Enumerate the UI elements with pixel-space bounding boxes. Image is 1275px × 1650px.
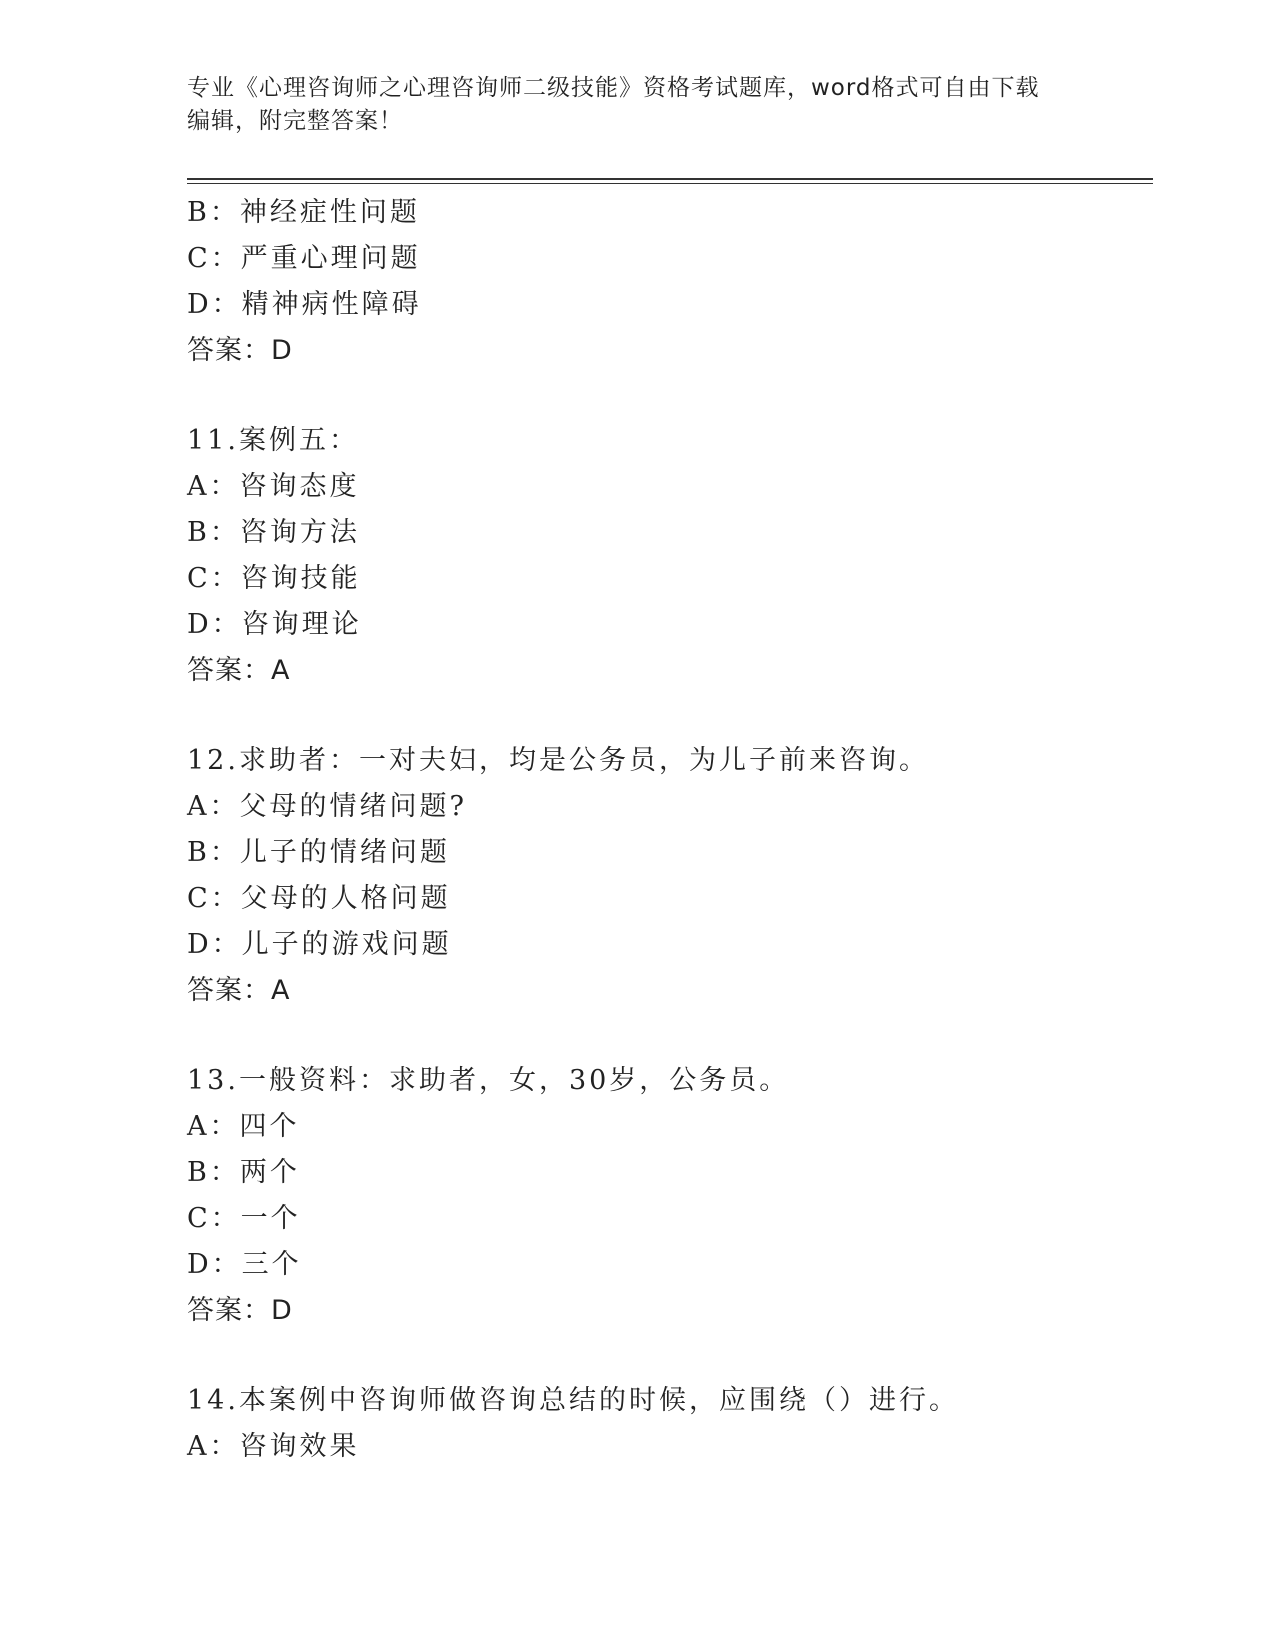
answer: 答案：D bbox=[187, 1295, 293, 1326]
option-d: D：儿子的游戏问题 bbox=[187, 929, 452, 960]
answer: 答案：A bbox=[187, 655, 291, 686]
spacer bbox=[187, 1014, 1147, 1058]
question-13 bbox=[187, 1058, 1147, 1334]
answer: 答案：D bbox=[187, 335, 293, 366]
spacer bbox=[187, 694, 1147, 738]
option-d: D：三个 bbox=[187, 1249, 302, 1280]
question-10-continued bbox=[187, 190, 1147, 374]
option-a: A：父母的情绪问题? bbox=[187, 791, 467, 822]
option-b: B：儿子的情绪问题 bbox=[187, 837, 450, 868]
option-b: B：神经症性问题 bbox=[187, 197, 420, 228]
option-a: A：咨询态度 bbox=[187, 471, 360, 502]
question-14 bbox=[187, 1378, 1147, 1470]
question-11 bbox=[187, 418, 1147, 694]
question-list bbox=[187, 190, 1147, 1470]
option-b: B：咨询方法 bbox=[187, 517, 360, 548]
document-header bbox=[187, 72, 1087, 138]
answer: 答案：A bbox=[187, 975, 291, 1006]
question-stem: 14.本案例中咨询师做咨询总结的时候，应围绕（）进行。 bbox=[187, 1385, 959, 1416]
question-stem: 12.求助者：一对夫妇，均是公务员，为儿子前来咨询。 bbox=[187, 745, 929, 776]
question-stem: 11.案例五： bbox=[187, 425, 359, 456]
question-stem: 13.一般资料：求助者，女，30岁，公务员。 bbox=[187, 1065, 790, 1096]
option-c: C：咨询技能 bbox=[187, 563, 361, 594]
option-a: A：咨询效果 bbox=[187, 1431, 360, 1462]
option-c: C：一个 bbox=[187, 1203, 301, 1234]
option-c: C：严重心理问题 bbox=[187, 243, 421, 274]
header-line-1: 专业《心理咨询师之心理咨询师二级技能》资格考试题库，word格式可自由下载 bbox=[187, 75, 1040, 101]
spacer bbox=[187, 374, 1147, 418]
option-a: A：四个 bbox=[187, 1111, 300, 1142]
spacer bbox=[187, 1334, 1147, 1378]
question-12 bbox=[187, 738, 1147, 1014]
option-b: B：两个 bbox=[187, 1157, 300, 1188]
header-rule-thick bbox=[187, 178, 1153, 180]
option-d: D：咨询理论 bbox=[187, 609, 362, 640]
header-line-2: 编辑，附完整答案！ bbox=[187, 108, 403, 134]
option-d: D：精神病性障碍 bbox=[187, 289, 422, 320]
option-c: C：父母的人格问题 bbox=[187, 883, 451, 914]
header-rule-thin bbox=[187, 183, 1153, 184]
